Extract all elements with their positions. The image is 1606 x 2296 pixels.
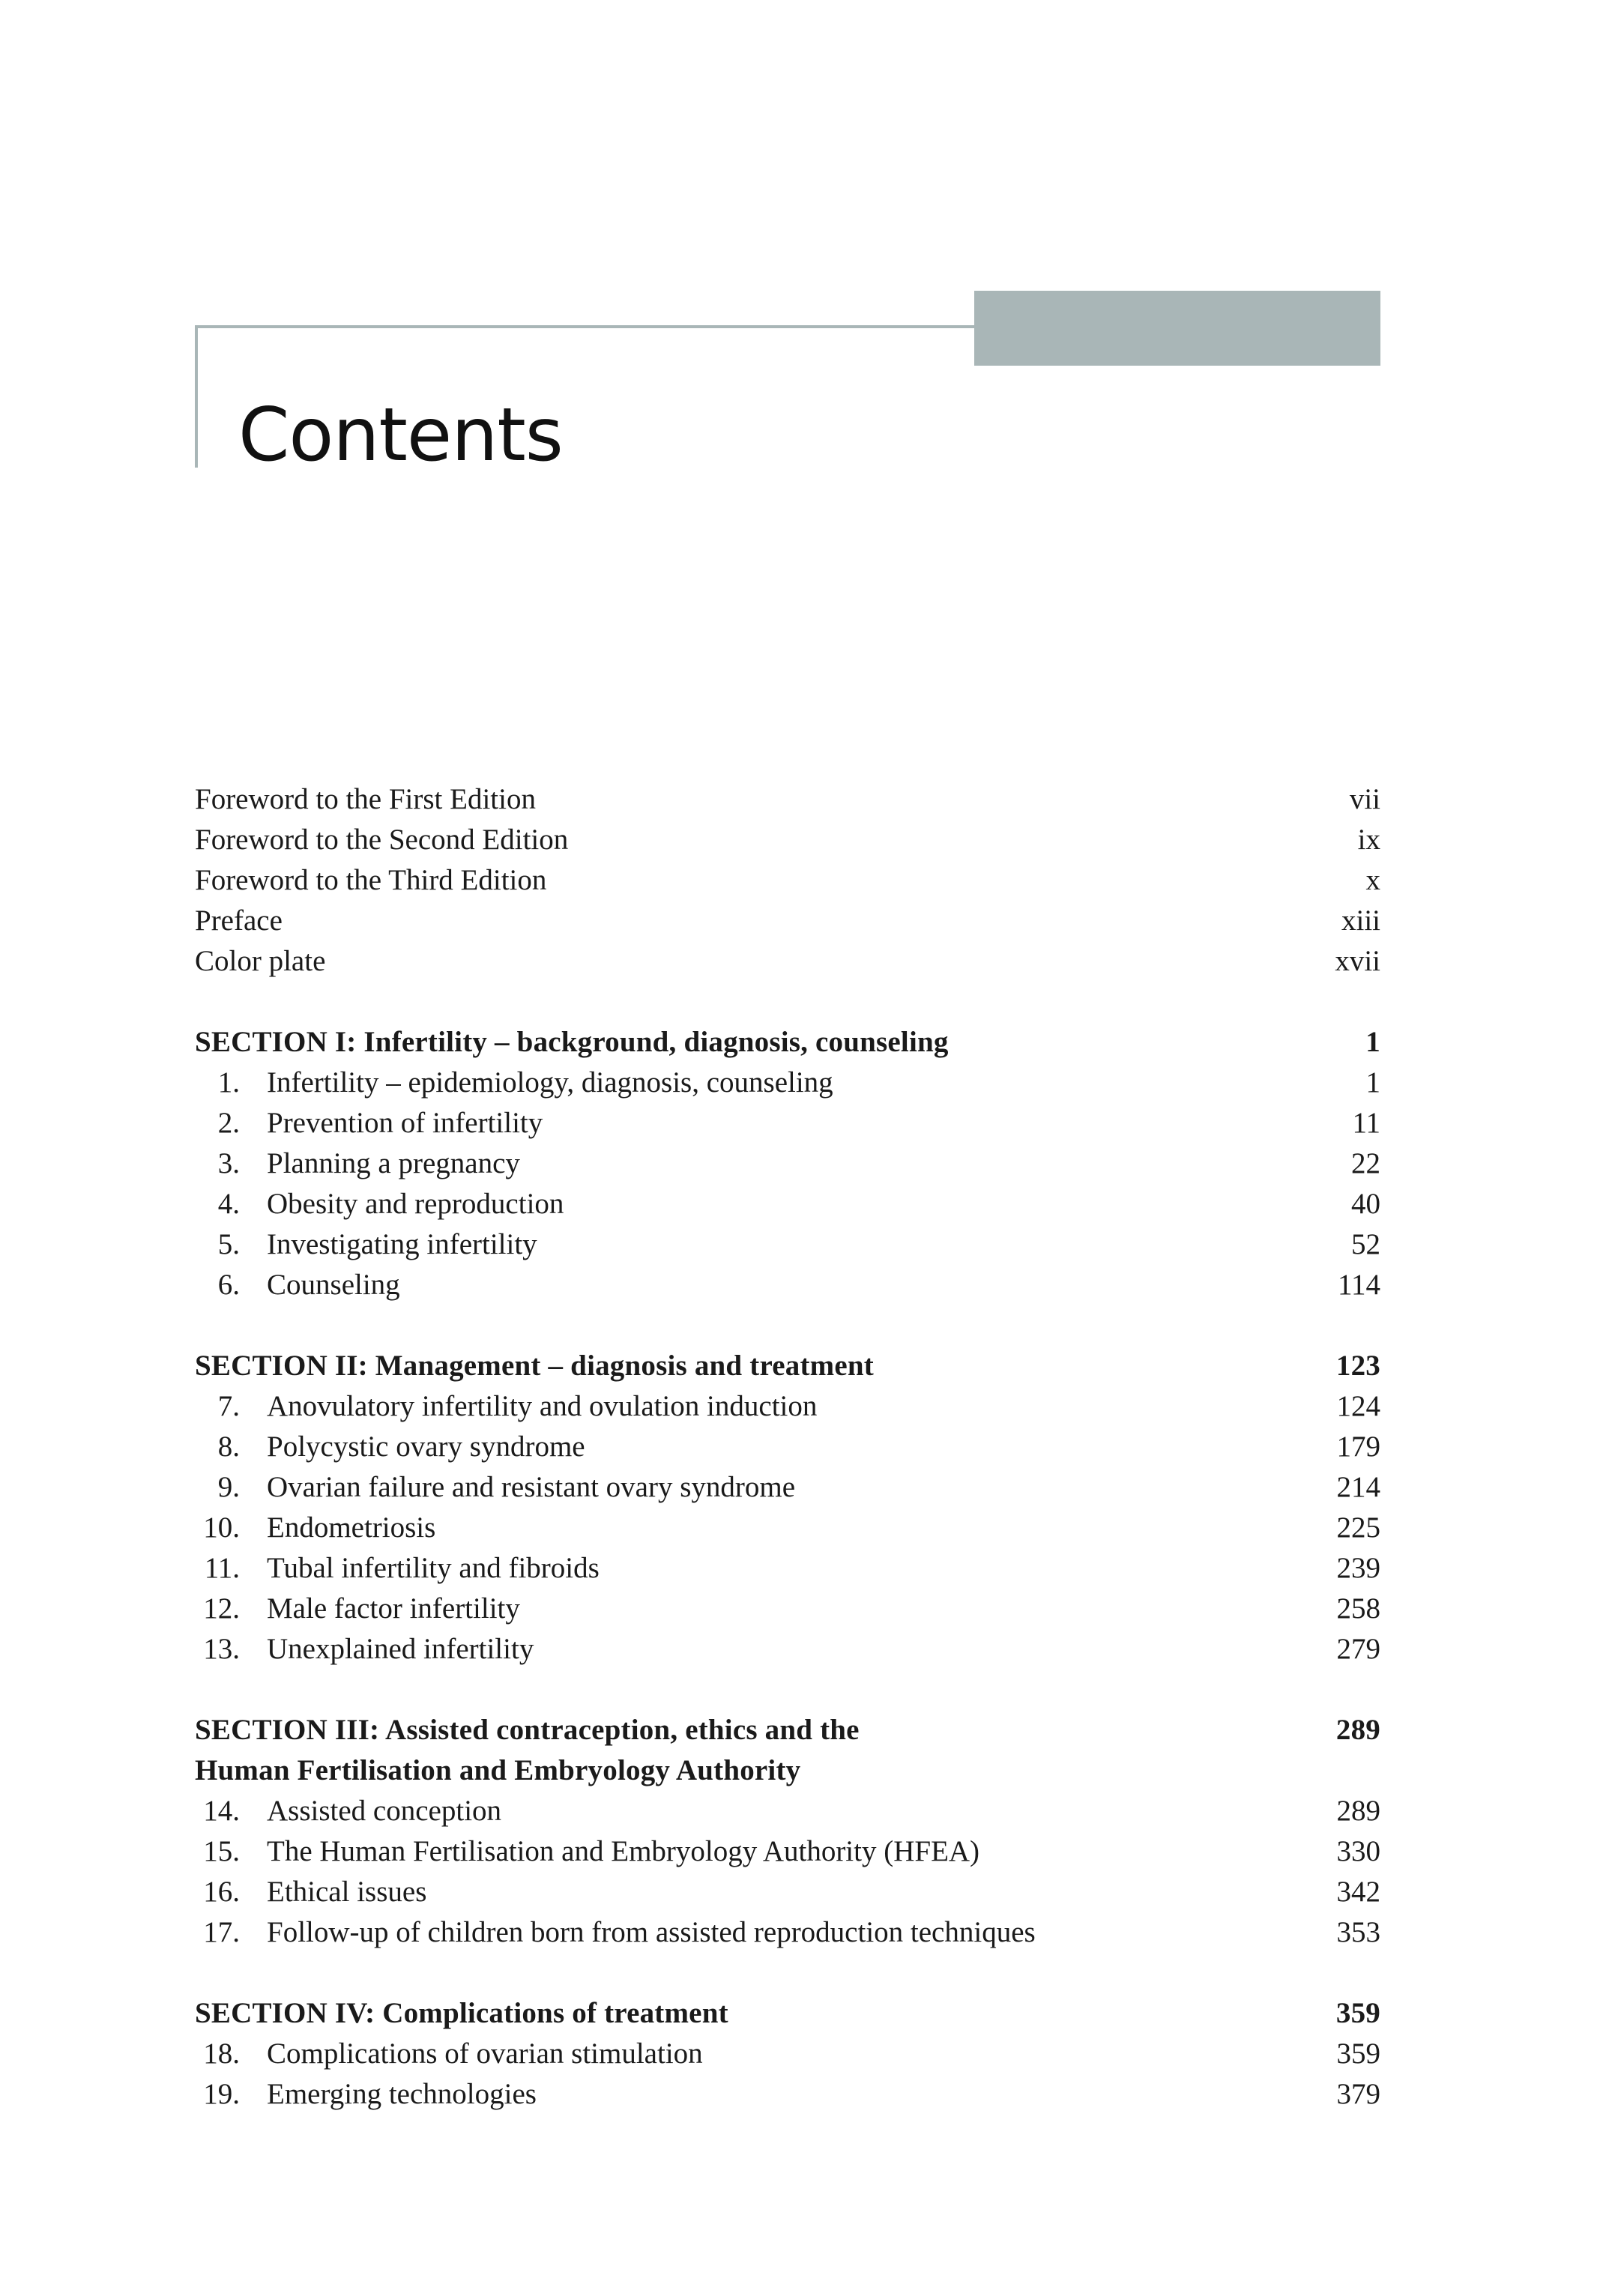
toc-chapter-page: 258 (1336, 1592, 1380, 1625)
toc-chapter-9[interactable] (195, 1467, 1380, 1508)
toc-section-title-continued: Human Fertilisation and Embryology Authority (195, 1754, 801, 1786)
toc-chapter-page: 11 (1352, 1107, 1380, 1139)
toc-chapter-2[interactable] (195, 1103, 1380, 1144)
toc-entry-preface[interactable] (195, 901, 1380, 941)
toc-chapter-title: Anovulatory infertility and ovulation induction (267, 1390, 818, 1422)
toc-chapter-title: Planning a pregnancy (267, 1147, 520, 1179)
toc-chapter-page: 353 (1336, 1916, 1380, 1948)
toc-chapter-title: Counseling (267, 1269, 400, 1301)
toc-chapter-5[interactable] (195, 1224, 1380, 1265)
toc-entry-page: vii (1349, 783, 1380, 815)
toc-chapter-number: 12. (203, 1592, 240, 1625)
toc-entry-foreword-first[interactable] (195, 779, 1380, 820)
toc-chapter-title: Male factor infertility (267, 1592, 520, 1625)
toc-section-page: 1 (1365, 1026, 1380, 1058)
toc-chapter-page: 330 (1336, 1835, 1380, 1867)
toc-section-page: 123 (1335, 1350, 1380, 1382)
toc-chapter-page: 124 (1336, 1390, 1380, 1422)
toc-section-page: 289 (1335, 1714, 1380, 1746)
toc-section-title: SECTION IV: Complications of treatment (195, 1997, 728, 2029)
toc-chapter-title: Complications of ovarian stimulation (267, 2037, 703, 2070)
toc-chapter-number: 11. (204, 1552, 240, 1584)
toc-chapter-page: 289 (1336, 1795, 1380, 1827)
toc-chapter-number: 10. (203, 1511, 240, 1544)
spacer (195, 982, 1380, 1022)
toc-chapter-number: 19. (203, 2078, 240, 2110)
spacer (195, 1953, 1380, 1993)
toc-chapter-15[interactable] (195, 1831, 1380, 1872)
toc-chapter-number: 8. (217, 1431, 240, 1463)
toc-chapter-10[interactable] (195, 1508, 1380, 1548)
toc-chapter-number: 3. (217, 1147, 240, 1179)
toc-chapter-number: 1. (217, 1066, 240, 1099)
toc-chapter-page: 342 (1336, 1876, 1380, 1908)
spacer (195, 1305, 1380, 1346)
toc-chapter-title: Unexplained infertility (267, 1633, 534, 1665)
toc-chapter-number: 7. (217, 1390, 240, 1422)
toc-entry-page: xiii (1341, 904, 1380, 937)
toc-chapter-page: 239 (1336, 1552, 1380, 1584)
header-rule-horizontal (195, 325, 974, 328)
toc-chapter-18[interactable] (195, 2034, 1380, 2074)
toc-chapter-page: 179 (1336, 1431, 1380, 1463)
toc-entry-foreword-second[interactable] (195, 820, 1380, 860)
toc-chapter-title: Endometriosis (267, 1511, 436, 1544)
toc-section-3[interactable] (195, 1710, 1380, 1750)
spacer (195, 1670, 1380, 1710)
toc-chapter-page: 379 (1336, 2078, 1380, 2110)
toc-entry-page: x (1365, 864, 1380, 896)
toc-entry-title: Foreword to the Second Edition (195, 824, 569, 856)
toc-section-1[interactable] (195, 1022, 1380, 1063)
toc-chapter-number: 6. (217, 1269, 240, 1301)
header-rule-vertical (195, 325, 198, 468)
toc-chapter-number: 5. (217, 1228, 240, 1260)
toc-chapter-title: Tubal infertility and fibroids (267, 1552, 600, 1584)
page-title: Contents (238, 393, 563, 478)
toc-chapter-page: 1 (1365, 1066, 1380, 1099)
toc-section-3-line-2[interactable] (195, 1750, 1380, 1791)
toc-section-2[interactable] (195, 1346, 1380, 1386)
toc-entry-title: Color plate (195, 945, 326, 977)
toc-chapter-title: Infertility – epidemiology, diagnosis, counseling (267, 1066, 833, 1099)
toc-chapter-14[interactable] (195, 1791, 1380, 1831)
toc-entry-foreword-third[interactable] (195, 860, 1380, 901)
toc-entry-title: Preface (195, 904, 283, 937)
toc-chapter-page: 279 (1336, 1633, 1380, 1665)
toc-chapter-7[interactable] (195, 1386, 1380, 1427)
toc-chapter-number: 18. (203, 2037, 240, 2070)
toc-chapter-number: 9. (217, 1471, 240, 1503)
toc-entry-title: Foreword to the Third Edition (195, 864, 547, 896)
toc-chapter-title: The Human Fertilisation and Embryology Authority (HFEA) (267, 1835, 980, 1867)
toc-section-page: 359 (1335, 1997, 1380, 2029)
toc-chapter-page: 114 (1337, 1269, 1380, 1301)
toc-chapter-title: Prevention of infertility (267, 1107, 543, 1139)
toc-chapter-17[interactable] (195, 1912, 1380, 1953)
toc-chapter-page: 214 (1336, 1471, 1380, 1503)
toc-chapter-8[interactable] (195, 1427, 1380, 1467)
toc-entry-page: xvii (1335, 945, 1380, 977)
toc-chapter-page: 40 (1351, 1188, 1380, 1220)
toc-chapter-number: 2. (217, 1107, 240, 1139)
toc-chapter-title: Emerging technologies (267, 2078, 537, 2110)
toc-chapter-title: Obesity and reproduction (267, 1188, 564, 1220)
toc-chapter-13[interactable] (195, 1629, 1380, 1670)
toc-chapter-4[interactable] (195, 1184, 1380, 1224)
toc-chapter-number: 4. (217, 1188, 240, 1220)
toc-chapter-title: Assisted conception (267, 1795, 502, 1827)
toc-chapter-19[interactable] (195, 2074, 1380, 2115)
toc-chapter-page: 52 (1351, 1228, 1380, 1260)
toc-chapter-title: Follow-up of children born from assisted reproduction techniques (267, 1916, 1036, 1948)
toc-section-title: SECTION III: Assisted contraception, ethics and the (195, 1714, 860, 1746)
toc-section-title: SECTION I: Infertility – background, diagnosis, counseling (195, 1026, 949, 1058)
toc-chapter-page: 225 (1336, 1511, 1380, 1544)
toc-chapter-16[interactable] (195, 1872, 1380, 1912)
toc-entry-color-plate[interactable] (195, 941, 1380, 982)
toc-chapter-title: Ovarian failure and resistant ovary syndrome (267, 1471, 796, 1503)
toc-entry-title: Foreword to the First Edition (195, 783, 536, 815)
header-grey-block (974, 291, 1380, 366)
toc-chapter-title: Ethical issues (267, 1876, 427, 1908)
toc-chapter-title: Investigating infertility (267, 1228, 537, 1260)
toc-chapter-number: 13. (203, 1633, 240, 1665)
toc-entry-page: ix (1357, 824, 1380, 856)
toc-chapter-page: 359 (1336, 2037, 1380, 2070)
toc-chapter-6[interactable] (195, 1265, 1380, 1305)
toc-chapter-11[interactable] (195, 1548, 1380, 1589)
toc-chapter-number: 15. (203, 1835, 240, 1867)
toc-section-title: SECTION II: Management – diagnosis and treatment (195, 1350, 874, 1382)
toc-chapter-number: 14. (203, 1795, 240, 1827)
toc-chapter-number: 16. (203, 1876, 240, 1908)
toc-chapter-number: 17. (203, 1916, 240, 1948)
toc-chapter-3[interactable] (195, 1144, 1380, 1184)
toc-chapter-page: 22 (1351, 1147, 1380, 1179)
toc-section-4[interactable] (195, 1993, 1380, 2034)
toc-chapter-1[interactable] (195, 1063, 1380, 1103)
toc-chapter-12[interactable] (195, 1589, 1380, 1629)
table-of-contents (195, 779, 1380, 2115)
toc-chapter-title: Polycystic ovary syndrome (267, 1431, 585, 1463)
